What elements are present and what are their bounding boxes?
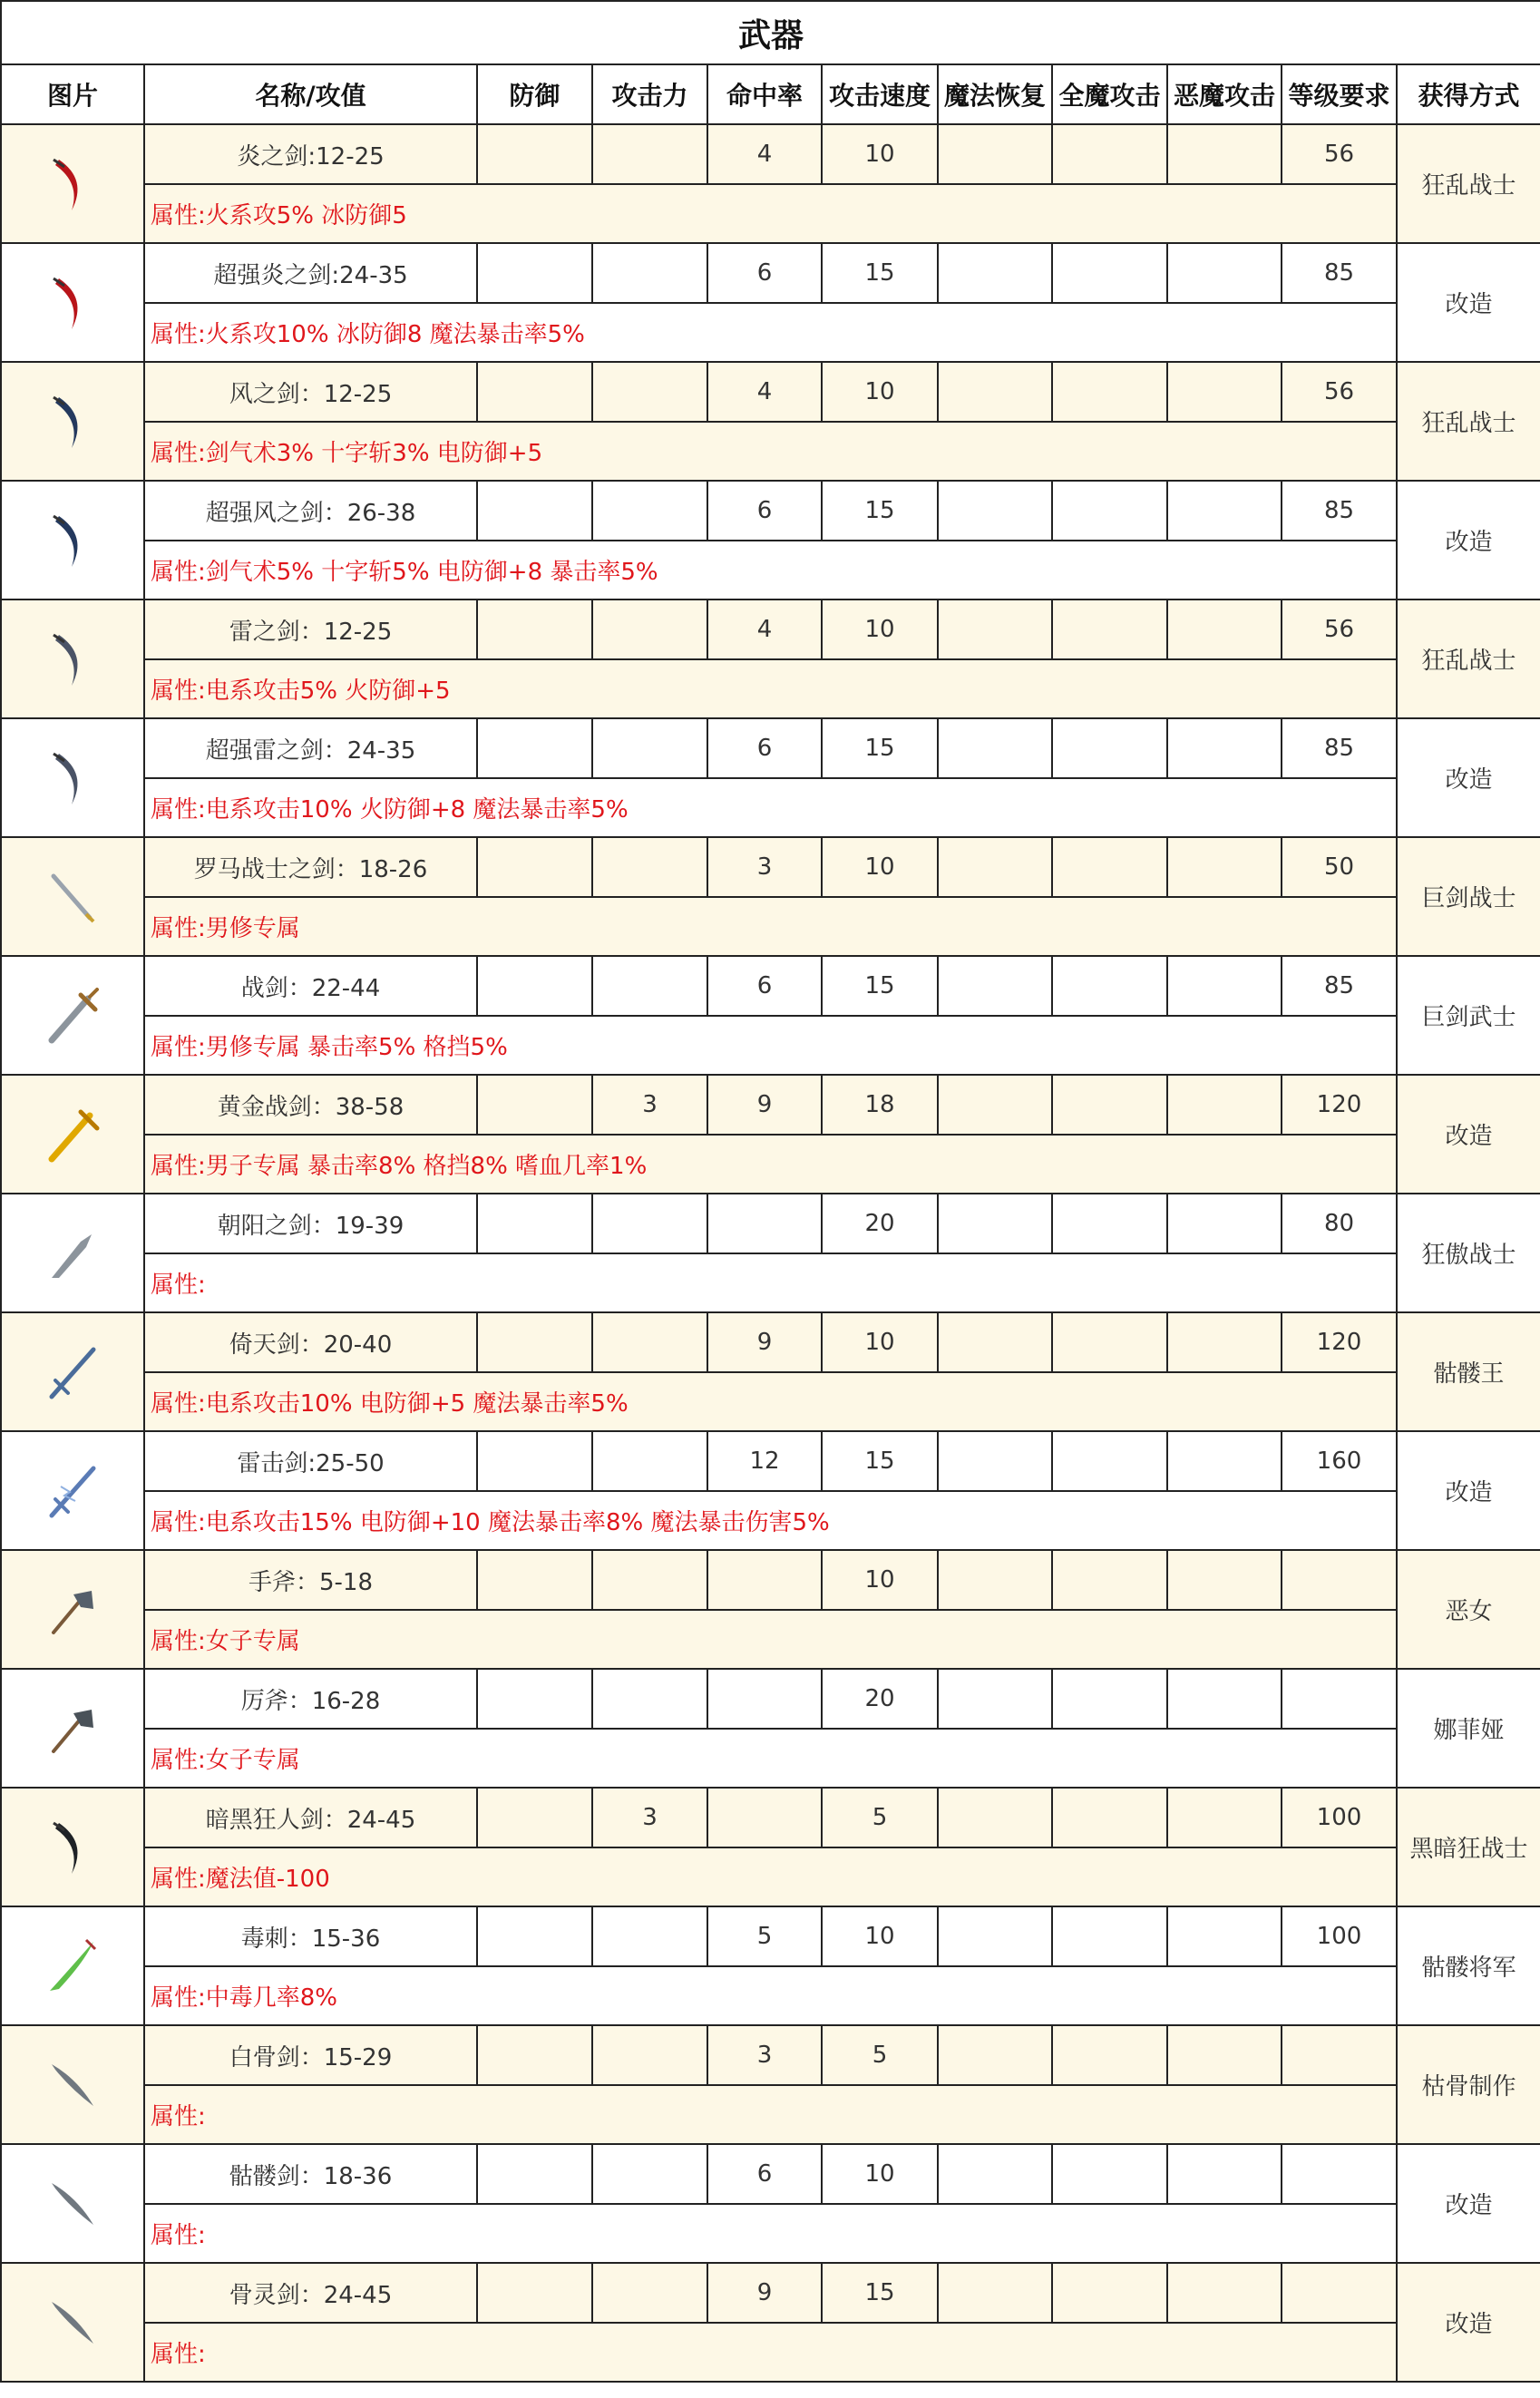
header-mana-regen: 魔法恢复 <box>938 64 1052 124</box>
broadsword-icon <box>41 984 104 1048</box>
weapon-image-cell <box>1 1075 144 1194</box>
all-magic-attack-cell <box>1052 718 1167 778</box>
weapon-name-cell: 炎之剑:12-25 <box>144 124 477 184</box>
attack-power-cell <box>592 1669 707 1729</box>
attack-speed-cell: 15 <box>822 243 938 303</box>
attribute-cell: 属性:女子专属 <box>144 1610 1397 1669</box>
source-cell: 黑暗狂战士 <box>1397 1788 1540 1906</box>
demon-attack-cell <box>1167 2263 1282 2323</box>
attack-speed-cell: 10 <box>822 1550 938 1610</box>
level-requirement-cell: 85 <box>1282 956 1397 1016</box>
demon-attack-cell <box>1167 600 1282 659</box>
attack-power-cell <box>592 481 707 541</box>
defense-cell <box>477 362 592 422</box>
mana-regen-cell <box>938 481 1052 541</box>
weapon-image-cell <box>1 481 144 600</box>
attribute-cell: 属性:中毒几率8% <box>144 1966 1397 2025</box>
source-cell: 巨剑武士 <box>1397 956 1540 1075</box>
attack-power-cell <box>592 1194 707 1253</box>
level-requirement-cell: 160 <box>1282 1431 1397 1491</box>
header-level-requirement: 等级要求 <box>1282 64 1397 124</box>
attack-speed-cell: 10 <box>822 1906 938 1966</box>
hit-rate-cell: 6 <box>707 2144 822 2204</box>
mana-regen-cell <box>938 1075 1052 1135</box>
demon-attack-cell <box>1167 481 1282 541</box>
attack-power-cell <box>592 362 707 422</box>
attack-speed-cell: 10 <box>822 1312 938 1372</box>
blue-long-sword-icon <box>41 1340 104 1404</box>
weapon-image-cell <box>1 2263 144 2382</box>
demon-attack-cell <box>1167 2144 1282 2204</box>
attack-power-cell <box>592 2263 707 2323</box>
weapon-row <box>1 481 1540 541</box>
demon-attack-cell <box>1167 1906 1282 1966</box>
level-requirement-cell <box>1282 1669 1397 1729</box>
mana-regen-cell <box>938 362 1052 422</box>
source-cell: 改造 <box>1397 243 1540 362</box>
hit-rate-cell: 4 <box>707 124 822 184</box>
source-cell: 改造 <box>1397 718 1540 837</box>
defense-cell <box>477 2025 592 2085</box>
all-magic-attack-cell <box>1052 2025 1167 2085</box>
weapon-image-cell <box>1 243 144 362</box>
weapon-name-cell: 暗黑狂人剑：24-45 <box>144 1788 477 1847</box>
all-magic-attack-cell <box>1052 1906 1167 1966</box>
lightning-sword-icon <box>41 1459 104 1523</box>
weapon-image-cell <box>1 362 144 481</box>
defense-cell <box>477 1788 592 1847</box>
level-requirement-cell: 56 <box>1282 124 1397 184</box>
attack-speed-cell: 5 <box>822 1788 938 1847</box>
hit-rate-cell: 3 <box>707 837 822 897</box>
attack-speed-cell: 10 <box>822 362 938 422</box>
mana-regen-cell <box>938 1550 1052 1610</box>
source-cell: 骷髅王 <box>1397 1312 1540 1431</box>
defense-cell <box>477 600 592 659</box>
blue-curved-sword-icon <box>41 390 104 453</box>
attack-power-cell <box>592 124 707 184</box>
all-magic-attack-cell <box>1052 1194 1167 1253</box>
weapon-row <box>1 956 1540 1016</box>
attribute-cell: 属性:男修专属 暴击率5% 格挡5% <box>144 1016 1397 1075</box>
weapon-attribute-row <box>1 778 1540 837</box>
blue-curved-sword-icon <box>41 509 104 572</box>
level-requirement-cell: 120 <box>1282 1075 1397 1135</box>
attack-power-cell <box>592 1550 707 1610</box>
source-cell: 恶女 <box>1397 1550 1540 1669</box>
level-requirement-cell: 85 <box>1282 243 1397 303</box>
attack-power-cell <box>592 1906 707 1966</box>
weapon-name-cell: 黄金战剑：38-58 <box>144 1075 477 1135</box>
hooked-sword-icon <box>41 1222 104 1285</box>
hit-rate-cell: 5 <box>707 1906 822 1966</box>
hit-rate-cell: 9 <box>707 1312 822 1372</box>
demon-attack-cell <box>1167 1312 1282 1372</box>
weapon-image-cell <box>1 600 144 718</box>
attack-power-cell <box>592 1431 707 1491</box>
source-cell: 改造 <box>1397 2144 1540 2263</box>
all-magic-attack-cell <box>1052 2144 1167 2204</box>
attack-speed-cell: 15 <box>822 956 938 1016</box>
defense-cell <box>477 718 592 778</box>
mana-regen-cell <box>938 1194 1052 1253</box>
source-cell: 狂乱战士 <box>1397 600 1540 718</box>
defense-cell <box>477 1669 592 1729</box>
attribute-cell: 属性:电系攻击10% 电防御+5 魔法暴击率5% <box>144 1372 1397 1431</box>
level-requirement-cell <box>1282 2144 1397 2204</box>
hit-rate-cell: 6 <box>707 481 822 541</box>
weapon-name-cell: 雷击剑:25-50 <box>144 1431 477 1491</box>
level-requirement-cell: 85 <box>1282 481 1397 541</box>
weapon-row <box>1 1194 1540 1253</box>
bone-sword-icon <box>41 2053 104 2117</box>
gray-curved-sword-icon <box>41 746 104 810</box>
all-magic-attack-cell <box>1052 1788 1167 1847</box>
hit-rate-cell: 3 <box>707 2025 822 2085</box>
attribute-cell: 属性:剑气术3% 十字斩3% 电防御+5 <box>144 422 1397 481</box>
hit-rate-cell: 6 <box>707 718 822 778</box>
level-requirement-cell: 56 <box>1282 362 1397 422</box>
weapon-image-cell <box>1 1312 144 1431</box>
demon-attack-cell <box>1167 956 1282 1016</box>
attribute-cell: 属性:男修专属 <box>144 897 1397 956</box>
mana-regen-cell <box>938 1669 1052 1729</box>
weapon-attribute-row <box>1 1966 1540 2025</box>
weapon-row <box>1 1075 1540 1135</box>
attribute-cell: 属性:男子专属 暴击率8% 格挡8% 嗜血几率1% <box>144 1135 1397 1194</box>
attack-power-cell <box>592 243 707 303</box>
header-all-magic-attack: 全魔攻击 <box>1052 64 1167 124</box>
defense-cell <box>477 1312 592 1372</box>
demon-attack-cell <box>1167 718 1282 778</box>
hit-rate-cell: 4 <box>707 362 822 422</box>
source-cell: 改造 <box>1397 1075 1540 1194</box>
attack-power-cell: 3 <box>592 1788 707 1847</box>
level-requirement-cell: 100 <box>1282 1906 1397 1966</box>
all-magic-attack-cell <box>1052 1312 1167 1372</box>
level-requirement-cell <box>1282 2025 1397 2085</box>
mana-regen-cell <box>938 2025 1052 2085</box>
weapon-name-cell: 超强风之剑：26-38 <box>144 481 477 541</box>
weapon-row <box>1 2263 1540 2323</box>
weapon-row <box>1 837 1540 897</box>
attribute-cell: 属性:女子专属 <box>144 1729 1397 1788</box>
all-magic-attack-cell <box>1052 1431 1167 1491</box>
mana-regen-cell <box>938 124 1052 184</box>
attribute-cell: 属性:魔法值-100 <box>144 1847 1397 1906</box>
weapon-attribute-row <box>1 897 1540 956</box>
header-attack-speed: 攻击速度 <box>822 64 938 124</box>
attack-speed-cell: 15 <box>822 718 938 778</box>
weapon-attribute-row <box>1 1847 1540 1906</box>
weapon-attribute-row <box>1 2323 1540 2382</box>
attack-speed-cell: 10 <box>822 2144 938 2204</box>
attack-power-cell <box>592 718 707 778</box>
attack-power-cell <box>592 1312 707 1372</box>
all-magic-attack-cell <box>1052 1669 1167 1729</box>
mana-regen-cell <box>938 1906 1052 1966</box>
source-cell: 枯骨制作 <box>1397 2025 1540 2144</box>
weapon-attribute-row <box>1 422 1540 481</box>
defense-cell <box>477 124 592 184</box>
hit-rate-cell: 9 <box>707 1075 822 1135</box>
weapon-image-cell <box>1 124 144 243</box>
weapon-attribute-row <box>1 303 1540 362</box>
dark-curved-sword-icon <box>41 1816 104 1879</box>
weapon-name-cell: 战剑：22-44 <box>144 956 477 1016</box>
weapon-row <box>1 1788 1540 1847</box>
table-title: 武器 <box>1 1 1540 64</box>
weapon-attribute-row <box>1 659 1540 718</box>
red-curved-sword-icon <box>41 152 104 216</box>
weapon-attribute-row <box>1 1016 1540 1075</box>
weapon-row <box>1 2025 1540 2085</box>
weapon-row <box>1 243 1540 303</box>
attribute-cell: 属性:火系攻10% 冰防御8 魔法暴击率5% <box>144 303 1397 362</box>
attribute-cell: 属性:电系攻击10% 火防御+8 魔法暴击率5% <box>144 778 1397 837</box>
defense-cell <box>477 956 592 1016</box>
attack-speed-cell: 15 <box>822 481 938 541</box>
defense-cell <box>477 481 592 541</box>
weapon-row <box>1 1312 1540 1372</box>
demon-attack-cell <box>1167 1788 1282 1847</box>
weapon-attribute-row <box>1 184 1540 243</box>
header-demon-attack: 恶魔攻击 <box>1167 64 1282 124</box>
demon-attack-cell <box>1167 124 1282 184</box>
demon-attack-cell <box>1167 1550 1282 1610</box>
weapon-image-cell <box>1 1906 144 2025</box>
level-requirement-cell: 50 <box>1282 837 1397 897</box>
attack-speed-cell: 20 <box>822 1669 938 1729</box>
red-curved-sword-icon <box>41 271 104 335</box>
weapon-name-cell: 白骨剑：15-29 <box>144 2025 477 2085</box>
all-magic-attack-cell <box>1052 481 1167 541</box>
weapon-attribute-row <box>1 2204 1540 2263</box>
source-cell: 改造 <box>1397 481 1540 600</box>
weapon-attribute-row <box>1 1729 1540 1788</box>
all-magic-attack-cell <box>1052 362 1167 422</box>
weapon-image-cell <box>1 1550 144 1669</box>
source-cell: 改造 <box>1397 1431 1540 1550</box>
attack-power-cell <box>592 837 707 897</box>
weapon-image-cell <box>1 2025 144 2144</box>
mana-regen-cell <box>938 837 1052 897</box>
demon-attack-cell <box>1167 837 1282 897</box>
weapon-attribute-row <box>1 1372 1540 1431</box>
weapon-row <box>1 124 1540 184</box>
header-row <box>1 64 1540 124</box>
weapon-row <box>1 1906 1540 1966</box>
all-magic-attack-cell <box>1052 837 1167 897</box>
weapon-image-cell <box>1 1431 144 1550</box>
weapon-name-cell: 罗马战士之剑：18-26 <box>144 837 477 897</box>
weapon-attribute-row <box>1 541 1540 600</box>
level-requirement-cell: 85 <box>1282 718 1397 778</box>
source-cell: 娜菲娅 <box>1397 1669 1540 1788</box>
weapon-image-cell <box>1 1194 144 1312</box>
weapon-name-cell: 雷之剑：12-25 <box>144 600 477 659</box>
all-magic-attack-cell <box>1052 1075 1167 1135</box>
all-magic-attack-cell <box>1052 2263 1167 2323</box>
weapon-attribute-row <box>1 1135 1540 1194</box>
header-name-attack: 名称/攻值 <box>144 64 477 124</box>
defense-cell <box>477 2263 592 2323</box>
weapon-name-cell: 骨灵剑：24-45 <box>144 2263 477 2323</box>
level-requirement-cell <box>1282 1550 1397 1610</box>
attribute-cell: 属性:剑气术5% 十字斩5% 电防御+8 暴击率5% <box>144 541 1397 600</box>
all-magic-attack-cell <box>1052 600 1167 659</box>
hit-rate-cell <box>707 1669 822 1729</box>
axe-icon <box>41 1697 104 1760</box>
weapon-image-cell <box>1 1669 144 1788</box>
demon-attack-cell <box>1167 1075 1282 1135</box>
gray-curved-sword-icon <box>41 628 104 691</box>
demon-attack-cell <box>1167 243 1282 303</box>
all-magic-attack-cell <box>1052 1550 1167 1610</box>
header-image: 图片 <box>1 64 144 124</box>
hit-rate-cell: 6 <box>707 243 822 303</box>
weapon-name-cell: 手斧：5-18 <box>144 1550 477 1610</box>
weapon-image-cell <box>1 2144 144 2263</box>
weapon-attribute-row <box>1 1610 1540 1669</box>
defense-cell <box>477 1431 592 1491</box>
demon-attack-cell <box>1167 2025 1282 2085</box>
weapon-image-cell <box>1 1788 144 1906</box>
level-requirement-cell: 80 <box>1282 1194 1397 1253</box>
mana-regen-cell <box>938 1788 1052 1847</box>
thin-sword-icon <box>41 865 104 929</box>
weapon-name-cell: 骷髅剑：18-36 <box>144 2144 477 2204</box>
defense-cell <box>477 1906 592 1966</box>
poison-blade-icon <box>41 1935 104 1998</box>
weapon-row <box>1 1550 1540 1610</box>
header-attack-power: 攻击力 <box>592 64 707 124</box>
attack-speed-cell: 20 <box>822 1194 938 1253</box>
attribute-cell: 属性:电系攻击15% 电防御+10 魔法暴击率8% 魔法暴击伤害5% <box>144 1491 1397 1550</box>
attack-speed-cell: 10 <box>822 124 938 184</box>
attack-power-cell: 3 <box>592 1075 707 1135</box>
weapon-row <box>1 718 1540 778</box>
source-cell: 改造 <box>1397 2263 1540 2382</box>
mana-regen-cell <box>938 2263 1052 2323</box>
weapon-name-cell: 超强炎之剑:24-35 <box>144 243 477 303</box>
weapon-row <box>1 600 1540 659</box>
demon-attack-cell <box>1167 1669 1282 1729</box>
level-requirement-cell <box>1282 2263 1397 2323</box>
attack-speed-cell: 18 <box>822 1075 938 1135</box>
attack-speed-cell: 10 <box>822 837 938 897</box>
weapon-row <box>1 1431 1540 1491</box>
weapon-row <box>1 362 1540 422</box>
defense-cell <box>477 2144 592 2204</box>
level-requirement-cell: 120 <box>1282 1312 1397 1372</box>
attribute-cell: 属性: <box>144 2204 1397 2263</box>
source-cell: 巨剑战士 <box>1397 837 1540 956</box>
weapon-name-cell: 风之剑：12-25 <box>144 362 477 422</box>
mana-regen-cell <box>938 718 1052 778</box>
weapon-name-cell: 毒刺：15-36 <box>144 1906 477 1966</box>
weapon-attribute-row <box>1 2085 1540 2144</box>
all-magic-attack-cell <box>1052 243 1167 303</box>
mana-regen-cell <box>938 956 1052 1016</box>
source-cell: 骷髅将军 <box>1397 1906 1540 2025</box>
demon-attack-cell <box>1167 1431 1282 1491</box>
source-cell: 狂乱战士 <box>1397 362 1540 481</box>
demon-attack-cell <box>1167 1194 1282 1253</box>
all-magic-attack-cell <box>1052 124 1167 184</box>
defense-cell <box>477 243 592 303</box>
hit-rate-cell <box>707 1194 822 1253</box>
defense-cell <box>477 1550 592 1610</box>
attribute-cell: 属性: <box>144 2323 1397 2382</box>
source-cell: 狂傲战士 <box>1397 1194 1540 1312</box>
demon-attack-cell <box>1167 362 1282 422</box>
attribute-cell: 属性: <box>144 1253 1397 1312</box>
weapon-row <box>1 1669 1540 1729</box>
weapon-name-cell: 厉斧：16-28 <box>144 1669 477 1729</box>
weapon-image-cell <box>1 956 144 1075</box>
attribute-cell: 属性:火系攻5% 冰防御5 <box>144 184 1397 243</box>
attack-speed-cell: 15 <box>822 2263 938 2323</box>
attack-power-cell <box>592 2025 707 2085</box>
defense-cell <box>477 1194 592 1253</box>
weapon-image-cell <box>1 718 144 837</box>
attribute-cell: 属性:电系攻击5% 火防御+5 <box>144 659 1397 718</box>
header-defense: 防御 <box>477 64 592 124</box>
weapon-name-cell: 超强雷之剑：24-35 <box>144 718 477 778</box>
mana-regen-cell <box>938 600 1052 659</box>
all-magic-attack-cell <box>1052 956 1167 1016</box>
weapon-row <box>1 2144 1540 2204</box>
hand-axe-icon <box>41 1578 104 1642</box>
hit-rate-cell: 9 <box>707 2263 822 2323</box>
weapon-image-cell <box>1 837 144 956</box>
bone-sword-icon <box>41 2291 104 2354</box>
mana-regen-cell <box>938 243 1052 303</box>
weapon-attribute-row <box>1 1491 1540 1550</box>
mana-regen-cell <box>938 1312 1052 1372</box>
mana-regen-cell <box>938 1431 1052 1491</box>
attack-power-cell <box>592 600 707 659</box>
attribute-cell: 属性: <box>144 2085 1397 2144</box>
hit-rate-cell: 6 <box>707 956 822 1016</box>
defense-cell <box>477 837 592 897</box>
level-requirement-cell: 56 <box>1282 600 1397 659</box>
hit-rate-cell <box>707 1788 822 1847</box>
weapon-name-cell: 倚天剑：20-40 <box>144 1312 477 1372</box>
weapon-name-cell: 朝阳之剑：19-39 <box>144 1194 477 1253</box>
defense-cell <box>477 1075 592 1135</box>
header-source: 获得方式 <box>1397 64 1540 124</box>
attack-power-cell <box>592 2144 707 2204</box>
header-hit-rate: 命中率 <box>707 64 822 124</box>
bone-sword-icon <box>41 2172 104 2236</box>
attack-speed-cell: 10 <box>822 600 938 659</box>
source-cell: 狂乱战士 <box>1397 124 1540 243</box>
attack-speed-cell: 15 <box>822 1431 938 1491</box>
level-requirement-cell: 100 <box>1282 1788 1397 1847</box>
weapon-attribute-row <box>1 1253 1540 1312</box>
hit-rate-cell <box>707 1550 822 1610</box>
attack-power-cell <box>592 956 707 1016</box>
hit-rate-cell: 12 <box>707 1431 822 1491</box>
golden-sword-icon <box>41 1103 104 1166</box>
attack-speed-cell: 5 <box>822 2025 938 2085</box>
mana-regen-cell <box>938 2144 1052 2204</box>
hit-rate-cell: 4 <box>707 600 822 659</box>
